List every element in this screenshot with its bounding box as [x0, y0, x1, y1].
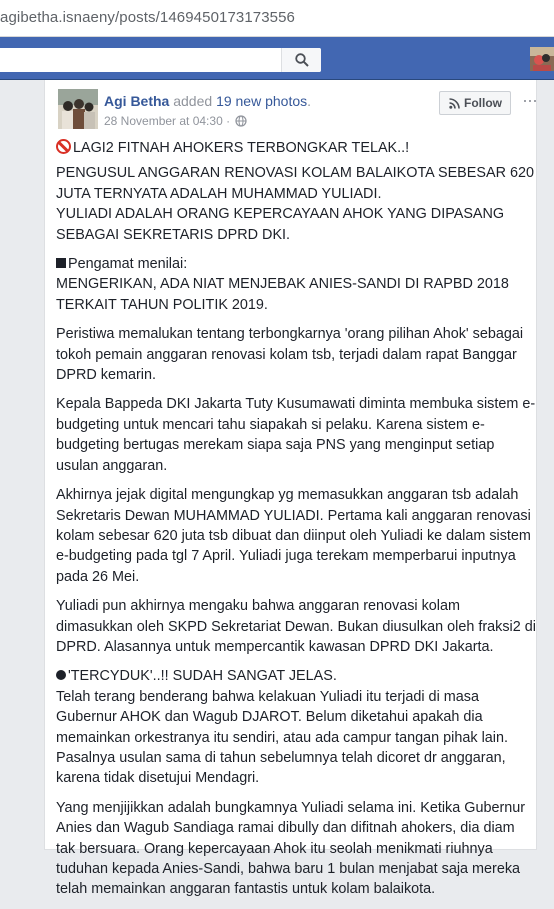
follow-button[interactable]	[439, 91, 511, 115]
post-paragraph	[56, 596, 536, 657]
post-paragraph	[56, 138, 536, 158]
square-bullet-icon	[56, 258, 66, 268]
paragraph-text: Akhirnya jejak digital mengungkap yg memasukkan anggaran tsb adalah Sekretaris Dewan MUHAMMAD YULIADI. Pertama kali anggaran renovasi kolam sebesar 620 juta tsb dibuat dan diinput oleh Yuliadi ke dalam sistem e-budgeting pada tgl 7 April. Yuliadi juga terekam memperbarui inputnya pada 26 Mei.	[56, 487, 531, 585]
action-text: added	[169, 93, 217, 109]
paragraph-text: 'TERCYDUK'..!! SUDAH SANGAT JELAS. Telah terang benderang bahwa kelakuan Yuliadi itu terjadi di masa Gubernur AHOK dan Wagub DJAROT. Belum diketahui apakah dia memainkan orkestranya itu sendiri, atau ada campur tangan pihak lain. Pasalnya usulan sama di tahun sebelumnya telah dicoret dr anggaran, karena tidak disetujui Mendagri.	[56, 668, 508, 787]
facebook-top-bar	[0, 37, 554, 80]
paragraph-text: Yang menjijikkan adalah bungkamnya Yuliadi selama ini. Ketika Gubernur Anies dan Wagub Sandiaga ramai dibully dan difitnah ahokers, dia diam tak bersuara. Orang kepercayaan Ahok itu seolah menikmati riuhnya tuduhan kepada Anies-Sandi, bahwa baru 1 bulan menjabat saja mereka telah memainkan anggaran fantastis untuk kolam balaikota.	[56, 799, 526, 898]
author-name[interactable]: Agi Betha	[104, 93, 170, 109]
post-timestamp[interactable]: 28 November at 04:30	[104, 114, 223, 128]
post-paragraph	[56, 324, 536, 385]
search-input[interactable]	[0, 48, 321, 72]
post-paragraph	[56, 798, 536, 900]
search-icon	[295, 53, 309, 67]
paragraph-text: PENGUSUL ANGGARAN RENOVASI KOLAM BALAIKOTA SEBESAR 620 JUTA TERNYATA ADALAH MUHAMMAD YULIADI. YULIADI ADALAH ORANG KEPERCAYAAN AHOK YANG DIPASANG SEBAGAI SEKRETARIS DPRD DKI.	[56, 165, 534, 243]
globe-icon[interactable]	[235, 115, 247, 127]
post-meta	[104, 114, 247, 128]
paragraph-text: Yuliadi pun akhirnya mengaku bahwa anggaran renovasi kolam dimasukkan oleh SKPD Sekretariat Dewan. Bukan diusulkan oleh fraksi2 di DPRD. Alasannya untuk mempercantik kawasan DPRD DKI Jakarta.	[56, 598, 536, 655]
paragraph-text: Kepala Bappeda DKI Jakarta Tuty Kusumawati diminta membuka sistem e-budgeting untuk mencari tahu siapakah si pelaku. Karena sistem e-budgeting bertugas merekam siapa saja PNS yang menginput setiap usulan anggaran.	[56, 396, 536, 474]
profile-avatar[interactable]	[530, 47, 554, 71]
follow-label: Follow	[464, 96, 502, 110]
no-entry-icon	[56, 139, 71, 154]
post-paragraph	[56, 485, 536, 587]
post-header	[104, 93, 311, 109]
paragraph-text: LAGI2 FITNAH AHOKERS TERBONGKAR TELAK..!	[73, 140, 410, 156]
more-options-icon[interactable]: ···	[522, 90, 537, 110]
post-paragraph	[56, 394, 536, 476]
post-paragraph	[56, 254, 536, 315]
paragraph-text: Peristiwa memalukan tentang terbongkarnya 'orang pilihan Ahok' sebagai tokoh pemain anggaran renovasi kolam tsb, terjadi dalam rapat Banggar DPRD kemarin.	[56, 326, 524, 384]
author-avatar[interactable]	[58, 89, 98, 129]
rss-icon	[449, 98, 460, 109]
post-body	[56, 138, 536, 909]
search-button[interactable]	[281, 48, 321, 72]
browser-address-bar[interactable]	[0, 0, 554, 37]
meta-separator: ·	[222, 114, 234, 128]
round-bullet-icon	[56, 670, 66, 680]
paragraph-text: Pengamat menilai: MENGERIKAN, ADA NIAT MENJEBAK ANIES-SANDI DI RAPBD 2018 TERKAIT TAHUN POLITIK 2019.	[56, 256, 509, 313]
post-paragraph	[56, 163, 536, 245]
url-text[interactable]: agibetha.isnaeny/posts/1469450173173556	[0, 9, 295, 26]
post-paragraph	[56, 666, 536, 788]
action-suffix: .	[307, 93, 312, 109]
photos-link[interactable]: 19 new photos	[216, 93, 308, 109]
